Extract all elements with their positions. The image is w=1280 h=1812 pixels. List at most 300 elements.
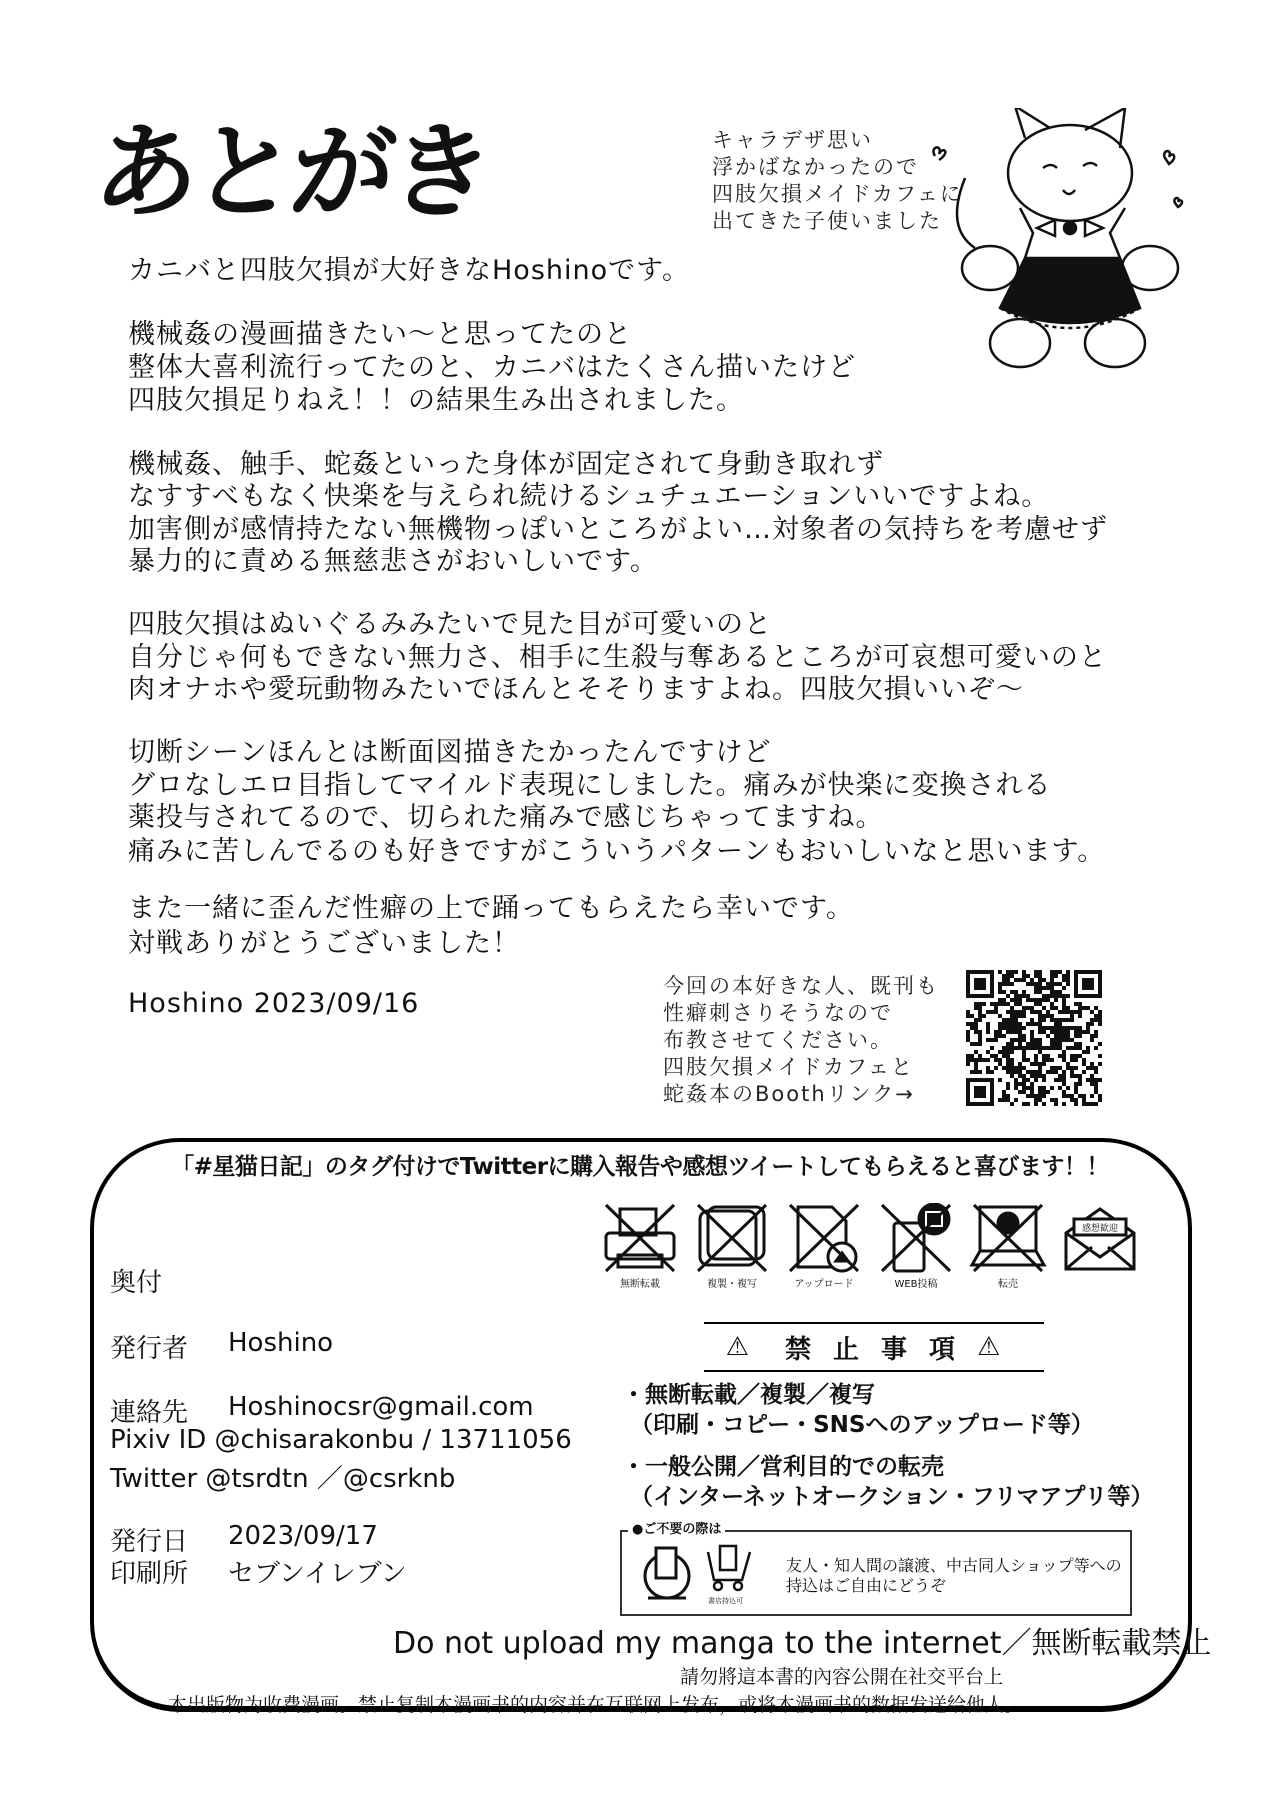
qr-module (978, 1054, 982, 1058)
qr-module (1026, 1006, 1030, 1010)
qr-module (1066, 970, 1070, 974)
qr-module (1014, 1078, 1018, 1082)
qr-module (1074, 1054, 1078, 1058)
qr-module (1038, 1030, 1042, 1034)
qr-module (1002, 1026, 1006, 1030)
note-line: 性癖刺さりそうなので (663, 1001, 893, 1025)
qr-module (1070, 1014, 1074, 1018)
qr-module (1042, 986, 1046, 990)
qr-module (1006, 1026, 1010, 1030)
qr-module (1066, 1066, 1070, 1070)
qr-module (998, 998, 1002, 1002)
qr-module (1018, 994, 1022, 998)
qr-module (1006, 1070, 1010, 1074)
qr-module (1050, 1030, 1054, 1034)
qr-module (1030, 1042, 1034, 1046)
body-line: 四肢欠損足りねえ！！の結果生み出されました。 (128, 385, 744, 416)
qr-module (1062, 974, 1066, 978)
qr-module (1058, 1078, 1062, 1082)
prohibited-item-detail: （インターネットオークション・フリマアプリ等） (630, 1484, 1154, 1510)
qr-module (1042, 1074, 1046, 1078)
qr-module (1002, 1046, 1006, 1050)
qr-module (1058, 990, 1062, 994)
qr-module (1038, 1022, 1042, 1026)
qr-module (1050, 994, 1054, 998)
qr-module (1022, 990, 1026, 994)
qr-module (1006, 974, 1010, 978)
qr-module (1030, 978, 1034, 982)
qr-module (1010, 1026, 1014, 1030)
qr-module (982, 1002, 986, 1006)
qr-module (1038, 1070, 1042, 1074)
qr-module (1054, 1034, 1058, 1038)
qr-module (1018, 978, 1022, 982)
qr-module (1074, 1042, 1078, 1046)
publisher-row: 発行者 Hoshino (110, 1328, 334, 1364)
qr-module (1050, 990, 1054, 994)
qr-module (1070, 1054, 1074, 1058)
signature: Hoshino 2023/09/16 (128, 988, 420, 1019)
qr-module (1034, 1042, 1038, 1046)
qr-module (1054, 970, 1058, 974)
qr-module (1006, 1094, 1010, 1098)
qr-module (1074, 1034, 1078, 1038)
qr-module (1038, 1062, 1042, 1066)
svg-text:感想歓迎: 感想歓迎 (1081, 1224, 1119, 1234)
qr-module (1034, 986, 1038, 990)
warning-icon: ⚠ (977, 1332, 1023, 1362)
qr-module (1046, 982, 1050, 986)
qr-module (1042, 1086, 1046, 1090)
qr-module (1010, 1074, 1014, 1078)
qr-module (1022, 1010, 1026, 1014)
qr-module (1014, 1002, 1018, 1006)
qr-module (1010, 1010, 1014, 1014)
qr-module (1086, 1022, 1090, 1026)
qr-module (1078, 1014, 1082, 1018)
qr-module (1022, 1090, 1026, 1094)
qr-module (966, 1022, 970, 1026)
qr-module (1014, 978, 1018, 982)
qr-module (966, 1030, 970, 1034)
qr-module (986, 1050, 990, 1054)
qr-module (1042, 1094, 1046, 1098)
qr-module (974, 1006, 978, 1010)
qr-module (1042, 994, 1046, 998)
qr-module (1018, 1074, 1022, 1078)
note-line: 今回の本好きな人、既刊も (663, 974, 939, 998)
body-line: 肉オナホや愛玩動物みたいでほんとそそりますよね。四肢欠損いいぞ〜 (128, 674, 1024, 705)
qr-module (1098, 1022, 1102, 1026)
qr-module (1054, 1018, 1058, 1022)
qr-module (1058, 1066, 1062, 1070)
qr-module (1066, 1062, 1070, 1066)
bookstore-cart-icon (704, 1542, 754, 1594)
qr-module (1062, 986, 1066, 990)
qr-module (1042, 1078, 1046, 1082)
qr-module (994, 1006, 998, 1010)
qr-module (1026, 974, 1030, 978)
qr-module (1046, 1054, 1050, 1058)
qr-module (1070, 1070, 1074, 1074)
qr-module (994, 1034, 998, 1038)
qr-module (1018, 1026, 1022, 1030)
qr-module (978, 1042, 982, 1046)
qr-module (994, 1002, 998, 1006)
qr-module (998, 1062, 1002, 1066)
qr-module (1026, 994, 1030, 998)
qr-module (1082, 1050, 1086, 1054)
qr-module (1038, 1014, 1042, 1018)
qr-module (1006, 1098, 1010, 1102)
qr-module (1078, 1074, 1082, 1078)
qr-module (1030, 1018, 1034, 1022)
qr-module (1050, 1086, 1054, 1090)
prohibited-item: ・無断転載／複製／複写 (622, 1382, 875, 1408)
qr-module (1006, 1086, 1010, 1090)
qr-module (990, 1010, 994, 1014)
qr-module (1074, 1010, 1078, 1014)
qr-module (1070, 1098, 1074, 1102)
qr-module (998, 982, 1002, 986)
qr-module (1086, 1046, 1090, 1050)
qr-module (1078, 1034, 1082, 1038)
qr-module (1074, 1102, 1078, 1106)
qr-module (1002, 1094, 1006, 1098)
qr-module (1014, 1010, 1018, 1014)
qr-module (1090, 1074, 1094, 1078)
qr-module (1030, 1086, 1034, 1090)
colophon-heading: 奥付 (110, 1268, 163, 1298)
qr-module (1050, 1002, 1054, 1006)
qr-module (1078, 1006, 1082, 1010)
qr-module (1062, 1026, 1066, 1030)
qr-module (1042, 1030, 1046, 1034)
qr-module (1082, 1070, 1086, 1074)
qr-module (1090, 1078, 1094, 1082)
qr-module (970, 1070, 974, 1074)
qr-module (1042, 1046, 1046, 1050)
qr-module (1006, 1010, 1010, 1014)
qr-module (978, 1018, 982, 1022)
qr-module (1038, 1050, 1042, 1054)
qr-module (1070, 1094, 1074, 1098)
qr-module (1030, 1006, 1034, 1010)
qr-module (1086, 1026, 1090, 1030)
qr-module (1006, 1058, 1010, 1062)
qr-module (1022, 1082, 1026, 1086)
bookstore-ok-label: 書店持込可 (708, 1597, 743, 1605)
prohibited-item-detail: （印刷・コピー・SNSへのアップロード等） (630, 1412, 1094, 1438)
qr-module (1038, 1086, 1042, 1090)
qr-module (1062, 1002, 1066, 1006)
no-web-post-icon: WEB投稿 (876, 1203, 956, 1291)
qr-module (978, 1006, 982, 1010)
qr-module (1034, 1046, 1038, 1050)
qr-module (1014, 990, 1018, 994)
qr-module (1038, 970, 1042, 974)
qr-module (1026, 1042, 1030, 1046)
qr-module (1062, 1006, 1066, 1010)
body-line: 機械姦の漫画描きたい〜と思ってたのと (128, 319, 632, 350)
qr-module (1050, 986, 1054, 990)
qr-module (994, 1030, 998, 1034)
qr-module (1010, 998, 1014, 1002)
qr-module (998, 990, 1002, 994)
qr-module (1074, 1026, 1078, 1030)
qr-module (998, 1078, 1002, 1082)
qr-module (966, 1058, 970, 1062)
qr-module (978, 1070, 982, 1074)
qr-module (1050, 1018, 1054, 1022)
qr-module (1062, 998, 1066, 1002)
qr-module (1006, 1050, 1010, 1054)
qr-module (990, 1038, 994, 1042)
qr-module (974, 1070, 978, 1074)
qr-module (986, 1010, 990, 1014)
qr-module (1038, 1090, 1042, 1094)
qr-module (1070, 1058, 1074, 1062)
qr-module (974, 1002, 978, 1006)
qr-module (1098, 1094, 1102, 1098)
qr-module (1042, 978, 1046, 982)
qr-module (1014, 1014, 1018, 1018)
body-line: 暴力的に責める無慈悲さがおいしいです。 (128, 546, 658, 577)
qr-module (1074, 1066, 1078, 1070)
qr-module (1054, 1042, 1058, 1046)
qr-module (1030, 1022, 1034, 1026)
qr-module (1010, 1058, 1014, 1062)
qr-module (1082, 1058, 1086, 1062)
body-line: 自分じゃ何もできない無力さ、相手に生殺与奪あるところが可哀想可愛いのと (128, 642, 1107, 673)
qr-module (1002, 1002, 1006, 1006)
booth-qr-code[interactable] (966, 970, 1102, 1106)
qr-module (1050, 1058, 1054, 1062)
qr-module (1058, 1018, 1062, 1022)
qr-module (986, 1026, 990, 1030)
qr-module (1018, 1046, 1022, 1050)
no-upload-notice-zh-cn: 本出版物为收费漫画。禁止复制本漫画书的内容并在互联网上发布，或将本漫画书的数据发送给他人。 (168, 1694, 1024, 1716)
qr-module (1010, 1014, 1014, 1018)
qr-module (986, 1030, 990, 1034)
qr-module (978, 1002, 982, 1006)
qr-module (998, 1022, 1002, 1026)
qr-module (1074, 1086, 1078, 1090)
page-title: あとがき (88, 111, 494, 233)
qr-module (1094, 1086, 1098, 1090)
qr-module (1086, 1006, 1090, 1010)
qr-module (986, 1058, 990, 1062)
qr-module (1078, 1082, 1082, 1086)
qr-module (1038, 998, 1042, 1002)
qr-module (1026, 1046, 1030, 1050)
qr-module (1010, 1070, 1014, 1074)
qr-module (1054, 994, 1058, 998)
note-line: 四肢欠損メイドカフェと (663, 1055, 914, 1079)
note-line: 蛇姦本のBoothリンク→ (663, 1082, 915, 1106)
qr-module (1046, 994, 1050, 998)
qr-module (1058, 1022, 1062, 1026)
qr-module (1026, 982, 1030, 986)
qr-module (1054, 1006, 1058, 1010)
no-upload-icon: アップロード (784, 1203, 864, 1291)
qr-module (1098, 1010, 1102, 1014)
qr-module (1050, 970, 1054, 974)
qr-module (1034, 982, 1038, 986)
qr-module (1058, 1046, 1062, 1050)
qr-module (1022, 974, 1026, 978)
body-line: 機械姦、触手、蛇姦といった身体が固定されて身動き取れず (128, 449, 884, 480)
qr-module (1050, 1066, 1054, 1070)
qr-module (1022, 1078, 1026, 1082)
qr-module (1030, 1030, 1034, 1034)
qr-module (1030, 982, 1034, 986)
qr-module (1050, 978, 1054, 982)
note-line: 布教させてください。 (663, 1028, 893, 1052)
qr-module (1070, 1074, 1074, 1078)
qr-module (1062, 1010, 1066, 1014)
qr-module (1010, 1038, 1014, 1042)
qr-module (1070, 1018, 1074, 1022)
qr-module (1002, 1022, 1006, 1026)
qr-module (990, 1046, 994, 1050)
qr-module (1042, 1018, 1046, 1022)
qr-module (1050, 1038, 1054, 1042)
qr-module (1038, 978, 1042, 982)
qr-module (1098, 1054, 1102, 1058)
prohibited-item: ・一般公開／営利目的での転売 (622, 1454, 944, 1480)
qr-module (1006, 1082, 1010, 1086)
qr-module (1026, 1058, 1030, 1062)
qr-module (1066, 1026, 1070, 1030)
qr-module (1070, 1010, 1074, 1014)
qr-module (1046, 1026, 1050, 1030)
qr-module (1026, 1094, 1030, 1098)
qr-module (982, 1058, 986, 1062)
qr-module (1066, 1038, 1070, 1042)
qr-module (1090, 1082, 1094, 1086)
qr-module (1010, 1022, 1014, 1026)
qr-module (1002, 1090, 1006, 1094)
qr-module (1090, 1022, 1094, 1026)
qr-module (1010, 1046, 1014, 1050)
qr-module (1018, 998, 1022, 1002)
qr-module (998, 1030, 1002, 1034)
qr-module (1062, 994, 1066, 998)
qr-module (1066, 1018, 1070, 1022)
qr-module (974, 1050, 978, 1054)
qr-module (1026, 1078, 1030, 1082)
qr-module (1082, 1030, 1086, 1034)
qr-module (1010, 1102, 1014, 1106)
qr-module (1014, 1018, 1018, 1022)
qr-module (1030, 1062, 1034, 1066)
qr-module (1090, 1018, 1094, 1022)
qr-finder (974, 978, 986, 990)
qr-module (978, 1058, 982, 1062)
qr-module (1058, 1086, 1062, 1090)
qr-module (994, 1054, 998, 1058)
qr-module (1050, 1014, 1054, 1018)
note-line: 出てきた子使いました (712, 209, 942, 233)
qr-module (982, 1014, 986, 1018)
qr-module (1094, 1090, 1098, 1094)
qr-module (970, 1042, 974, 1046)
qr-module (1006, 1030, 1010, 1034)
qr-module (1078, 1054, 1082, 1058)
qr-module (1038, 974, 1042, 978)
qr-module (1030, 1082, 1034, 1086)
qr-module (1038, 1098, 1042, 1102)
no-upload-notice-zh-tw: 請勿將這本書的內容公開在社交平台上 (680, 1666, 1004, 1688)
qr-module (1034, 1038, 1038, 1042)
no-copy-icon: 複製・複写 (692, 1203, 772, 1291)
qr-module (998, 1026, 1002, 1030)
qr-module (1078, 1002, 1082, 1006)
qr-module (1078, 1046, 1082, 1050)
qr-module (974, 1026, 978, 1030)
qr-module (1094, 1046, 1098, 1050)
qr-module (1074, 1002, 1078, 1006)
qr-module (1062, 1054, 1066, 1058)
qr-module (1034, 1010, 1038, 1014)
qr-module (1006, 1002, 1010, 1006)
qr-module (1054, 1038, 1058, 1042)
qr-module (1006, 1022, 1010, 1026)
qr-module (1050, 1042, 1054, 1046)
qr-module (974, 1058, 978, 1062)
pixiv-id: Pixiv ID @chisarakonbu / 13711056 (110, 1425, 572, 1455)
qr-module (1018, 1010, 1022, 1014)
qr-module (978, 1030, 982, 1034)
qr-module (1014, 1026, 1018, 1030)
qr-module (1022, 1026, 1026, 1030)
qr-module (1030, 998, 1034, 1002)
qr-module (1074, 1046, 1078, 1050)
qr-module (998, 1098, 1002, 1102)
qr-module (1022, 1066, 1026, 1070)
body-line: 痛みに苦しんでるのも好きですがこういうパターンもおいしいなと思います。 (128, 836, 1106, 867)
qr-module (1014, 1098, 1018, 1102)
qr-module (1082, 1062, 1086, 1066)
qr-module (1070, 1038, 1074, 1042)
qr-module (1098, 1062, 1102, 1066)
qr-module (1038, 982, 1042, 986)
qr-module (1090, 1094, 1094, 1098)
qr-module (1098, 1078, 1102, 1082)
qr-module (1050, 1026, 1054, 1030)
qr-finder (1082, 978, 1094, 990)
qr-module (1074, 1082, 1078, 1086)
qr-module (1042, 1090, 1046, 1094)
qr-module (1086, 1050, 1090, 1054)
qr-module (1014, 1082, 1018, 1086)
body-line: また一緒に歪んだ性癖の上で踊ってもらえたら幸いです。 (128, 893, 854, 924)
qr-module (1098, 1018, 1102, 1022)
qr-module (1078, 1094, 1082, 1098)
qr-module (974, 1018, 978, 1022)
qr-module (1010, 1030, 1014, 1034)
qr-module (1046, 1014, 1050, 1018)
qr-module (1010, 974, 1014, 978)
qr-module (990, 1054, 994, 1058)
date-row: 発行日 2023/09/17 (110, 1521, 378, 1557)
contact-email[interactable]: Hoshinocsr@gmail.com (228, 1392, 534, 1422)
qr-module (1066, 1034, 1070, 1038)
heart-icon (1164, 151, 1174, 164)
qr-module (1078, 1026, 1082, 1030)
body-line: なすすべもなく快楽を与えられ続けるシュチュエーションいいですよね。 (128, 481, 1050, 512)
